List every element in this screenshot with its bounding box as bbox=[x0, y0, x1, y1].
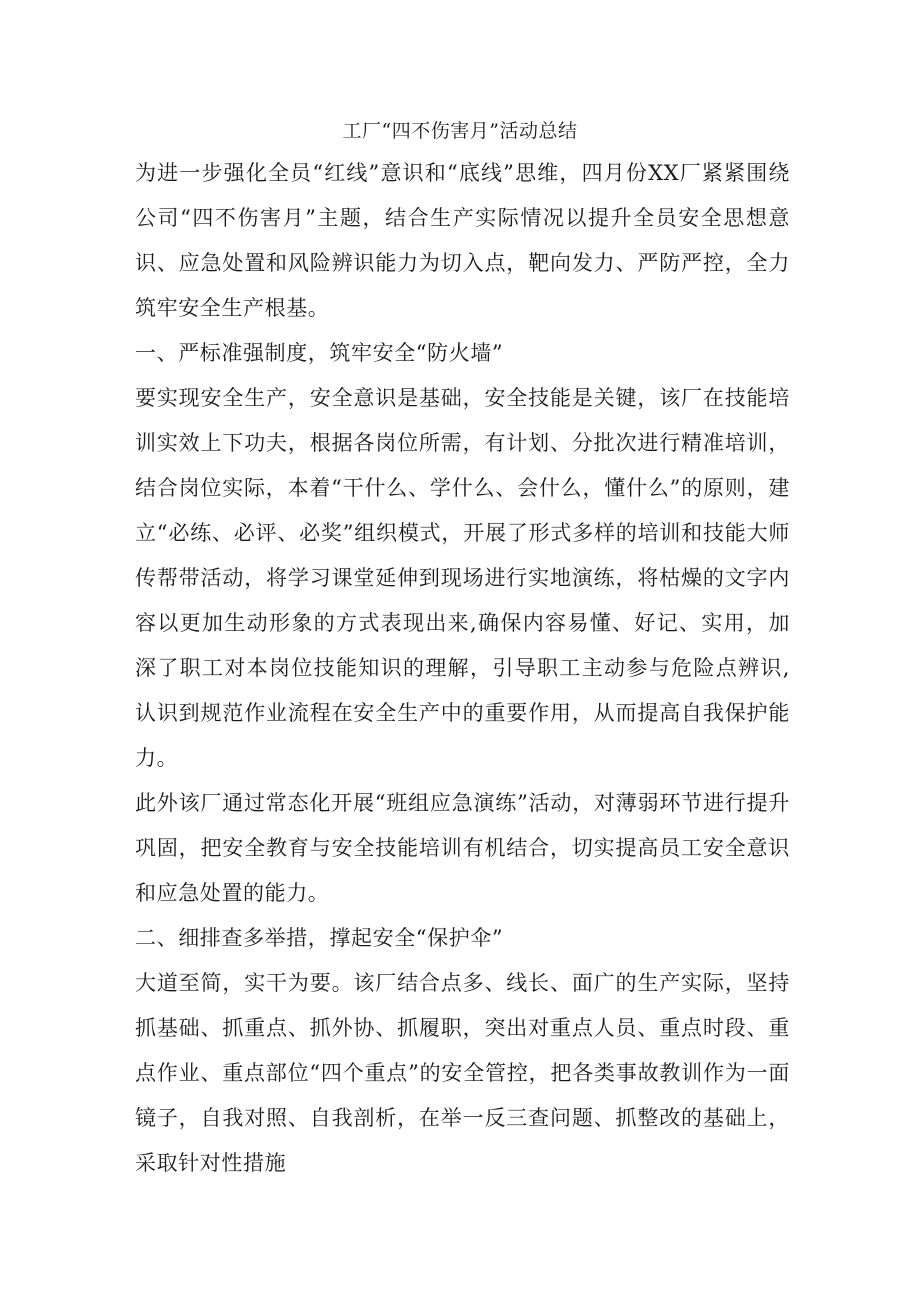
document-title: 工厂“四不伤害月”活动总结 bbox=[342, 120, 578, 142]
section-1-paragraph-1: 要实现安全生产，安全意识是基础，安全技能是关键，该厂在技能培训实效上下功夫，根据各岗位所需，有计划、分批次进行精准培训，结合岗位实际，本着“干什么、学什么、会什么，懂什么”的原则，建立“必练、必评、必奖”组织模式，开展了形式多样的培训和技能大师传帮带活动，将学习课堂延伸到现场进行实地演练，将枯燥的文字内容以更加生动形象的方式表现出来,确保内容易懂、好记、实用，加深了职工对本岗位技能知识的理解，引导职工主动参与危险点辨识,认识到规范作业流程在安全生产中的重要作用，从而提高自我保护能力。 bbox=[135, 386, 790, 770]
section-heading-1: 一、严标准强制度，筑牢安全“防火墙” bbox=[135, 341, 504, 365]
section-2-paragraph-1: 大道至简，实干为要。该厂结合点多、线长、面广的生产实际，坚持抓基础、抓重点、抓外协、抓履职，突出对重点人员、重点时段、重点作业、重点部位“四个重点”的安全管控，把各类事故教训作为一面镜子，自我对照、自我剖析，在举一反三查问题、抓整改的基础上，采取针对性措施 bbox=[135, 971, 790, 1175]
section-1-paragraph-2: 此外该厂通过常态化开展“班组应急演练”活动，对薄弱环节进行提升巩固，把安全教育与安全技能培训有机结合，切实提高员工安全意识和应急处置的能力。 bbox=[135, 791, 790, 905]
intro-paragraph: 为进一步强化全员“红线”意识和“底线”思维，四月份XX厂紧紧围绕公司“四不伤害月”主题，结合生产实际情况以提升全员安全思想意识、应急处置和风险辨识能力为切入点，靶向发力、严防严控，全力筑牢安全生产根基。 bbox=[135, 161, 790, 320]
section-heading-2: 二、细排查多举措，撑起安全“保护伞” bbox=[135, 926, 504, 950]
document-body bbox=[135, 151, 790, 1186]
